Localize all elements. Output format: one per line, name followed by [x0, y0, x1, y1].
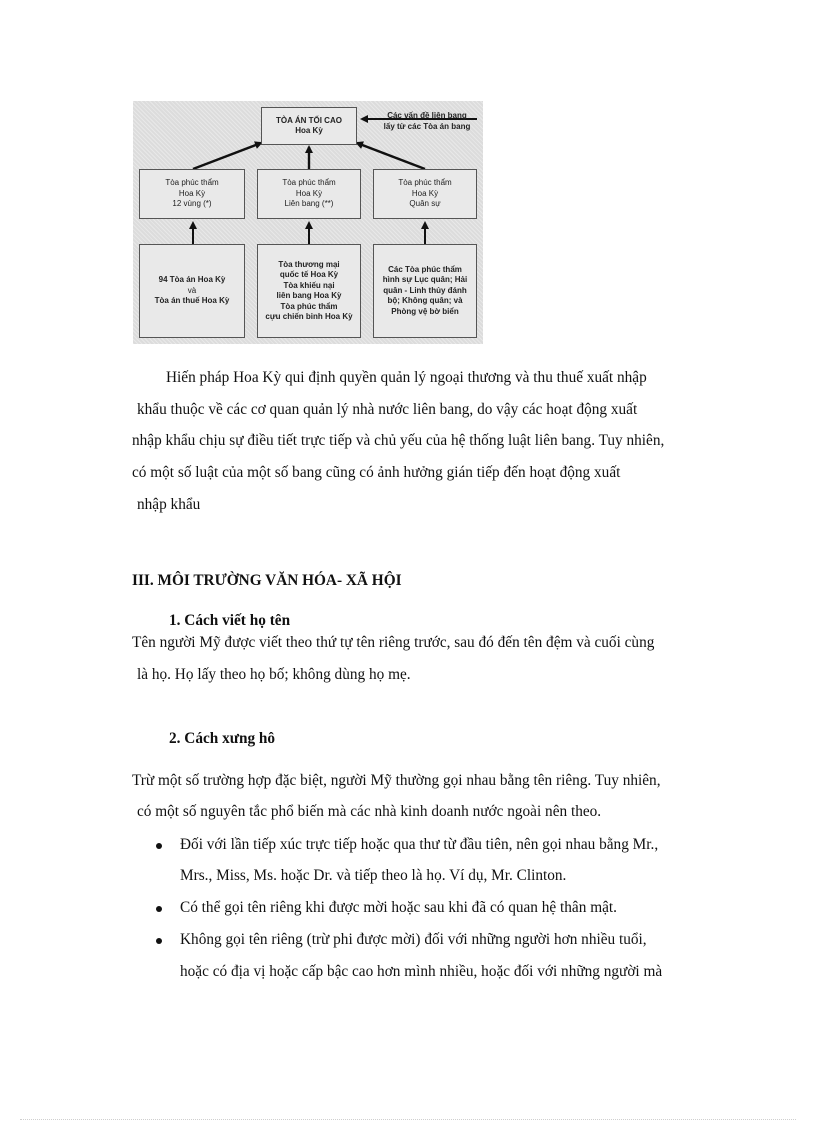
subsection1-title: 1. Cách viết họ tên [169, 612, 291, 629]
district-courts-line3: Tòa án thuế Hoa Kỳ [154, 296, 230, 306]
paragraph1-line3: nhập khẩu chịu sự điều tiết trực tiếp và chủ yếu của hệ thống luật liên bang. Tuy nhiên, [132, 432, 665, 449]
state-issues-line1: Các vấn đề liên bang [387, 111, 467, 120]
supreme-court-title: TÒA ÁN TỐI CAO [276, 115, 342, 125]
military-courts-line1: Các Tòa phúc thẩm [388, 264, 462, 274]
bullet1-line1: Đối với lần tiếp xúc trực tiếp hoặc qua thư từ đầu tiên, nên gọi nhau bằng Mr., [180, 836, 659, 853]
specialized-courts-line5: Tòa phúc thẩm [280, 301, 338, 311]
court-system-diagram [133, 101, 483, 344]
specialized-courts-line2: quốc tế Hoa Kỳ [279, 270, 339, 279]
appeals-regional-line3: 12 vùng (*) [172, 199, 212, 209]
bullet-marker-2 [156, 906, 162, 912]
bullet-marker-3 [156, 938, 162, 944]
arrow-right-to-supreme [357, 143, 425, 169]
paragraph1-line5: nhập khẩu [137, 496, 201, 513]
bullet1-line2: Mrs., Miss, Ms. hoặc Dr. và tiếp theo là họ. Ví dụ, Mr. Clinton. [180, 867, 567, 884]
appeals-court-federal-box [257, 169, 361, 219]
appeals-military-line2: Hoa Kỳ [411, 188, 439, 198]
subsection2-line2: có một số nguyên tắc phổ biến mà các nhà kinh doanh nước ngoài nên theo. [137, 803, 602, 820]
military-courts-line4: bộ; Không quân; và [387, 296, 463, 306]
appeals-federal-line3: Liên bang (**) [284, 199, 334, 209]
state-issues-line2: lấy từ các Tòa án bang [383, 122, 471, 131]
military-courts-line2: hình sự Lục quân; Hải [382, 275, 468, 285]
appeals-court-regional-box [139, 169, 245, 219]
district-courts-line2: và [187, 285, 197, 295]
subsection1-line1: Tên người Mỹ được viết theo thứ tự tên riêng trước, sau đó đến tên đệm và cuối cùng [132, 634, 655, 651]
page-bottom-rule [20, 1119, 796, 1120]
military-courts-line3: quân - Linh thủy đánh [383, 285, 467, 295]
supreme-court-box [261, 107, 357, 145]
specialized-courts-line3: Tòa khiếu nại [283, 280, 335, 290]
military-courts-box [373, 244, 477, 338]
section-title: III. MÔI TRƯỜNG VĂN HÓA- XÃ HỘI [132, 572, 402, 589]
district-courts-line1: 94 Tòa án Hoa Kỳ [158, 275, 226, 285]
appeals-court-military-box [373, 169, 477, 219]
bullet-marker-1 [156, 843, 162, 849]
appeals-regional-line1: Tòa phúc thẩm [165, 178, 219, 188]
arrow-left-to-supreme [193, 143, 261, 169]
specialized-courts-line1: Tòa thương mại [278, 259, 340, 269]
paragraph1-line2: khẩu thuộc về các cơ quan quản lý nhà nước liên bang, do vậy các hoạt động xuất [137, 401, 638, 418]
military-courts-line5: Phòng vệ bờ biển [391, 306, 459, 316]
bullet3-line1: Không gọi tên riêng (trừ phi được mời) đối với những người hơn nhiều tuổi, [180, 931, 647, 948]
supreme-court-country: Hoa Kỳ [295, 126, 323, 135]
district-courts-box [139, 244, 245, 338]
appeals-regional-line2: Hoa Kỳ [178, 188, 206, 198]
bullet3-line2: hoặc có địa vị hoặc cấp bậc cao hơn mình nhiều, hoặc đối với những người mà [180, 963, 663, 980]
appeals-federal-line2: Hoa Kỳ [295, 188, 323, 198]
subsection1-line2: là họ. Họ lấy theo họ bố; không dùng họ mẹ. [137, 666, 411, 683]
appeals-federal-line1: Tòa phúc thẩm [282, 178, 336, 188]
subsection2-line1: Trừ một số trường hợp đặc biệt, người Mỹ thường gọi nhau bằng tên riêng. Tuy nhiên, [132, 772, 661, 789]
paragraph1-line1: Hiến pháp Hoa Kỳ qui định quyền quản lý ngoại thương và thu thuế xuất nhập [166, 369, 647, 386]
bullet2-line1: Có thể gọi tên riêng khi được mời hoặc sau khi đã có quan hệ thân mật. [180, 899, 617, 916]
paragraph1-line4: có một số luật của một số bang cũng có ảnh hưởng gián tiếp đến hoạt động xuất [132, 464, 621, 481]
subsection2-title: 2. Cách xưng hô [169, 730, 276, 747]
appeals-military-line3: Quân sự [409, 199, 441, 209]
specialized-courts-box [257, 244, 361, 338]
state-issues-note [373, 110, 481, 132]
appeals-military-line1: Tòa phúc thẩm [398, 178, 452, 188]
specialized-courts-line4: liên bang Hoa Kỳ [276, 291, 342, 300]
specialized-courts-line6: cựu chiến binh Hoa Kỳ [265, 312, 353, 321]
